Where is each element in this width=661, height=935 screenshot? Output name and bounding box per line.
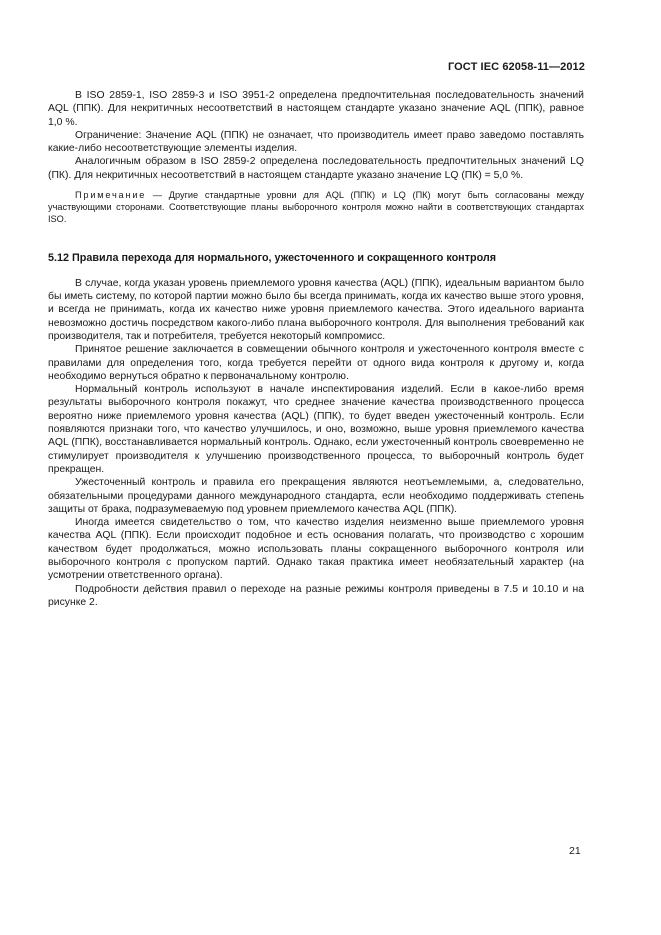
section-paragraph-2: Принятое решение заключается в совмещении обычного контроля и ужесточенного контроля вместе с правилами для определения того, когда требуется перейти от одного вида контроля к другому и, когда необходимо вернуться обратно к первоначальному контролю. (48, 344, 584, 382)
standard-header: ГОСТ IEC 62058-11—2012 (447, 61, 585, 73)
intro-paragraph-2: Ограничение: Значение AQL (ППК) не означает, что производитель имеет право заведомо поставлять какие-либо несоответствующие элементы изделия. (48, 129, 584, 155)
section-paragraph-3: Нормальный контроль используют в начале инспектирования изделий. Если в какое-либо время результаты выборочного контроля покажут, что среднее значение качества производственного процесса вероятно ниже приемлемого уровня качества (AQL) (ППК), то будет введен ужесточенный контроль. Если появляются признаки того, что качество улучшилось, и оно, возможно, выше уровня приемлемого качества AQL (ППК), восстанавливается нормальный контроль. Однако, если ужесточенный контроль своевременно не стимулирует производителя к улучшению производственного процесса, то выборочный контроль будет прекращен. (48, 384, 584, 475)
page-number: 21 (569, 845, 581, 857)
note-text: — Другие стандартные уровни для AQL (ППК) и LQ (ПК) могут быть согласованы между участвующими сторонами. Соответствующие планы выборочного контроля можно найти в соответствующих стандартах ISO. (48, 190, 584, 224)
section-paragraph-1: В случае, когда указан уровень приемлемого уровня качества (AQL) (ППК), идеальным вариантом было бы иметь систему, по которой партии можно было бы всегда принимать, когда их качество выше этого уровня, и всегда не принимать, когда их качество ниже уровня приемлемого качества. Этого идеального варианта невозможно достичь посредством какого-либо плана выборочного контроля. Для выполнения требований как производителя, так и потребителя, требуется некоторый компромисс. (48, 277, 584, 342)
section-paragraph-5: Иногда имеется свидетельство о том, что качество изделия неизменно выше приемлемого уровня качества AQL (ППК). Если происходит подобное и есть основания полагать, что производство с хорошим качеством будет продолжаться, можно использовать планы сокращенного выборочного контроля или выборочного контроля с пропуском партий. Однако такая практика имеет необязательный характер (на усмотрении ответственного органа). (48, 517, 584, 582)
body-text (48, 89, 584, 609)
intro-paragraph-3: Аналогичным образом в ISO 2859-2 определена последовательность предпочтительных значений LQ (ПК). Для некритичных несоответствий в настоящем стандарте указано значение LQ (ПК) = 5,0 %. (48, 156, 584, 181)
note-label: Примечание (75, 190, 147, 201)
section-title: 5.12 Правила перехода для нормального, ужесточенного и сокращенного контроля (48, 252, 497, 265)
section-paragraph-4: Ужесточенный контроль и правила его прекращения являются неотъемлемыми, а, следовательно, обязательными процедурами данного международного стандарта, если необходимо поддерживать степень защиты от брака, подразумеваемую под уровнем приемлемого качества AQL (ППК). (48, 477, 584, 515)
note (48, 190, 584, 225)
section-paragraph-6: Подробности действия правил о переходе на разные режимы контроля приведены в 7.5 и 10.10 и на рисунке 2. (48, 583, 584, 608)
intro-paragraph-1: В ISO 2859-1, ISO 2859-3 и ISO 3951-2 определена предпочтительная последовательность значений AQL (ППК). Для некритичных несоответствий в настоящем стандарте указано значение AQL (ППК), равное 1,0 %. (48, 90, 584, 128)
